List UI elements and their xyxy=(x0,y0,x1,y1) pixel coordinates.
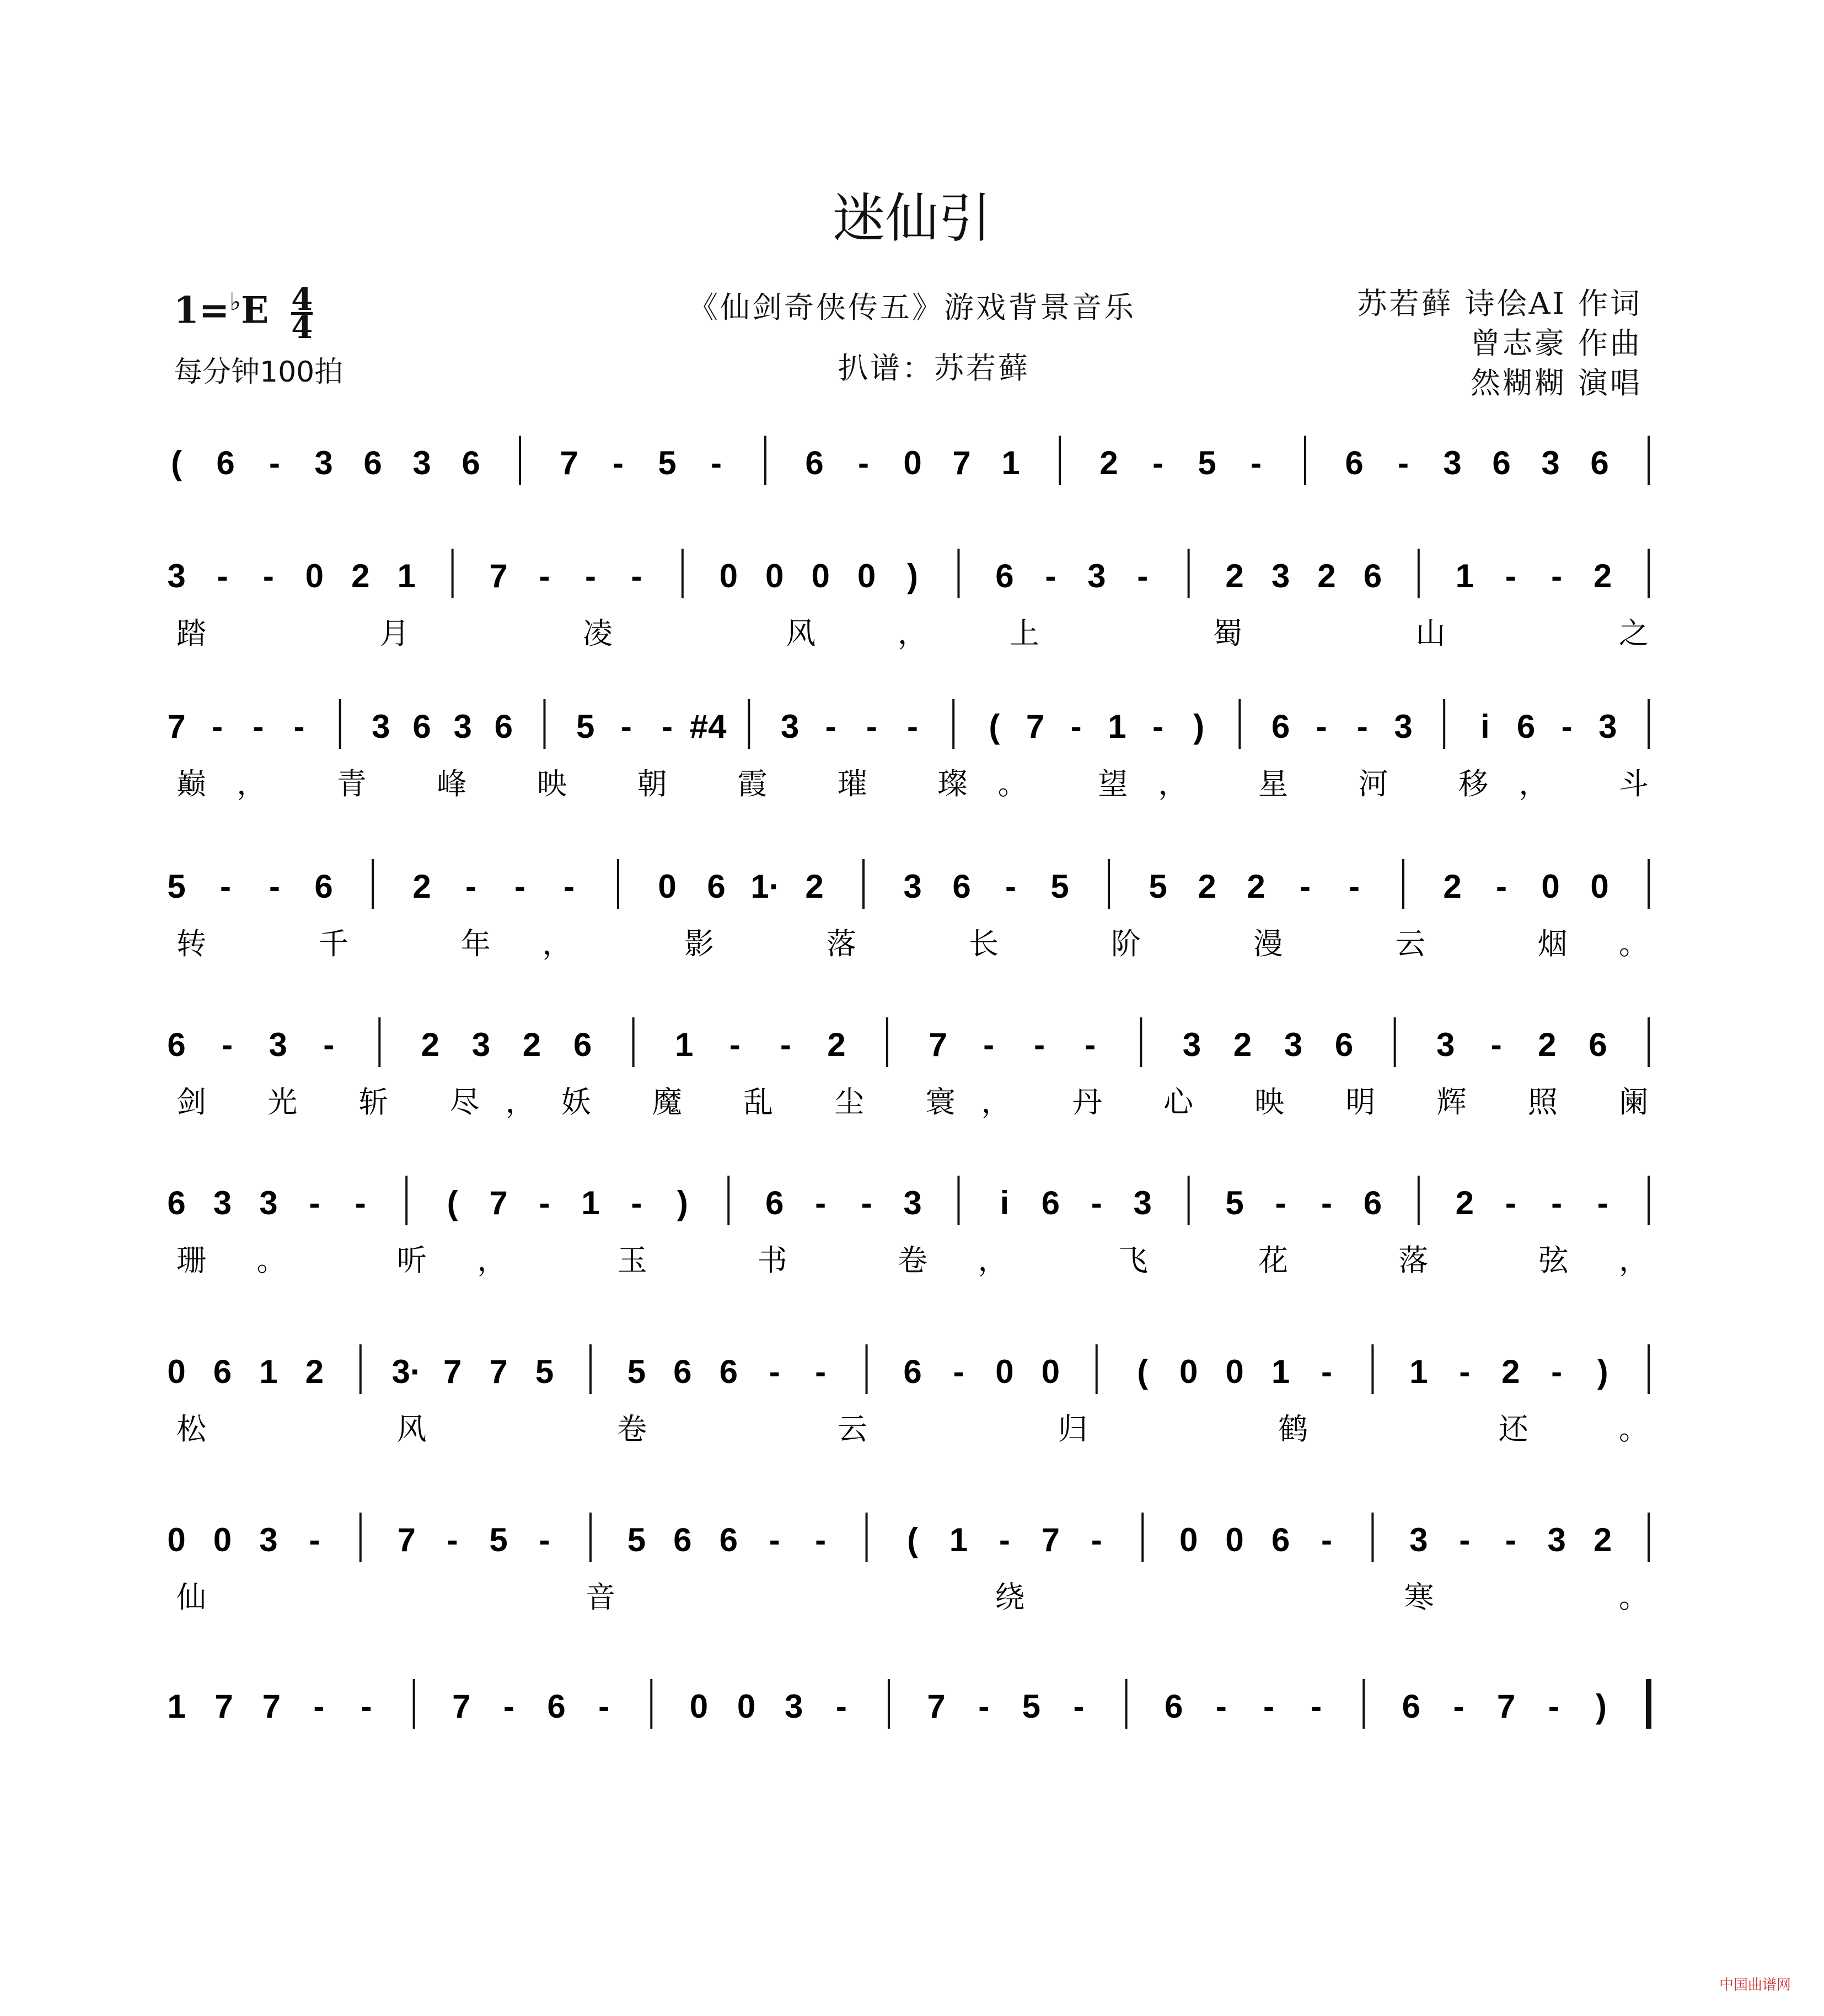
score-note: 2 xyxy=(1593,557,1612,594)
score-note: 0 xyxy=(1225,1353,1244,1390)
score-note: - xyxy=(269,444,280,481)
score-note: 1 xyxy=(167,1688,186,1725)
score-note: - xyxy=(1073,1688,1085,1725)
score-note: 2 xyxy=(305,1353,324,1390)
lyric-line: 剑 光 斩 尽，妖 魔 乱 尘 寰， 丹 心 映 明 辉 照 阑 xyxy=(176,1085,1649,1119)
score-note: - xyxy=(1152,708,1163,745)
score-note: - xyxy=(1459,1521,1471,1558)
score-note: - xyxy=(313,1688,325,1725)
score-note: 3 xyxy=(372,708,390,745)
score-note: 3 xyxy=(1284,1026,1303,1063)
score-note: - xyxy=(1490,1026,1502,1063)
score-note: - xyxy=(1505,557,1516,594)
score-note: - xyxy=(503,1688,514,1725)
score-note: - xyxy=(1311,1688,1322,1725)
score-note: - xyxy=(1137,557,1149,594)
score-note: 7 xyxy=(1026,708,1045,745)
score-note: 3 xyxy=(453,708,472,745)
score-note: 2 xyxy=(1198,868,1216,905)
score-note: - xyxy=(1045,557,1056,594)
score-note: 3 xyxy=(1409,1521,1428,1558)
score-note: 0 xyxy=(1179,1353,1198,1390)
score-note: 0 xyxy=(167,1353,186,1390)
score-note: - xyxy=(631,1184,642,1221)
score-note: - xyxy=(1551,1353,1563,1390)
score-note: 1 xyxy=(1108,708,1126,745)
score-note: - xyxy=(212,708,223,745)
score-note: - xyxy=(1349,868,1360,905)
score-note: - xyxy=(1459,1353,1471,1390)
score-note: - xyxy=(1597,1184,1608,1221)
score-note: 2 xyxy=(805,868,824,905)
key-tonic: E xyxy=(241,288,269,332)
score-note: 3 xyxy=(1443,444,1462,481)
subtitle: 《仙剑奇侠传五》游戏背景音乐 xyxy=(688,290,1136,325)
score-note: - xyxy=(866,708,877,745)
score-note: - xyxy=(539,1521,550,1558)
score-note: 5 xyxy=(1149,868,1167,905)
score-note: 1 xyxy=(581,1184,600,1221)
score-note: 6 xyxy=(1041,1184,1060,1221)
score-note: 0 xyxy=(719,557,738,594)
transcriber: 扒谱：苏若藓 xyxy=(838,351,1030,385)
score-note: - xyxy=(815,1521,827,1558)
score-note: - xyxy=(309,1521,320,1558)
score-note: 2 xyxy=(1443,868,1462,905)
score-note: 2 xyxy=(1593,1521,1612,1558)
score-note: 0 xyxy=(737,1688,756,1725)
score-note: 7 xyxy=(927,1688,946,1725)
score-note: - xyxy=(323,1026,335,1063)
score-note: 6 xyxy=(707,868,726,905)
score-note: 0 xyxy=(1541,868,1560,905)
score-note: ( xyxy=(907,1521,918,1558)
score-note: - xyxy=(465,868,476,905)
score-note: - xyxy=(1215,1688,1227,1725)
score-note: ) xyxy=(907,557,918,594)
score-note: 1· xyxy=(750,868,780,905)
score-note: - xyxy=(729,1026,741,1063)
score-note: - xyxy=(1548,1688,1559,1725)
score-note: - xyxy=(539,557,550,594)
score-note: 3 xyxy=(471,1026,491,1063)
score-note: 5 xyxy=(627,1521,646,1558)
score-note: 7 xyxy=(1496,1688,1516,1725)
score-note: 3 xyxy=(1182,1026,1201,1063)
score-note: - xyxy=(1300,868,1311,905)
score-note: 6 xyxy=(1363,557,1382,594)
score-note: 7 xyxy=(489,1184,508,1221)
score-note: - xyxy=(825,708,836,745)
credit-singer: 然糊糊 演唱 xyxy=(1470,366,1642,400)
score-note: 2 xyxy=(1455,1184,1474,1221)
score-note: 7 xyxy=(489,557,508,594)
score-note: 0 xyxy=(167,1521,186,1558)
score-note: 0 xyxy=(1590,868,1609,905)
score-note: - xyxy=(447,1521,458,1558)
score-note: - xyxy=(1005,868,1016,905)
score-note: - xyxy=(1453,1688,1464,1725)
score-note: 6 xyxy=(213,1353,232,1390)
score-note: 3 xyxy=(903,1184,922,1221)
score-note: - xyxy=(514,868,525,905)
score-note: 2 xyxy=(351,557,370,594)
score-note: - xyxy=(815,1184,827,1221)
score-note: - xyxy=(907,708,918,745)
score-note: 7 xyxy=(452,1688,471,1725)
lyric-line: 松 风 卷 云 归 鹤 还。 xyxy=(176,1412,1649,1446)
score-note: 3 xyxy=(1547,1521,1566,1558)
score-note: - xyxy=(1251,444,1262,481)
score-note: 6 xyxy=(719,1521,738,1558)
score-note: - xyxy=(220,868,231,905)
score-note: 6 xyxy=(903,1353,922,1390)
score-note: - xyxy=(222,1026,233,1063)
score-note: 6 xyxy=(1345,444,1364,481)
score-note: 0 xyxy=(689,1688,709,1725)
score-note: #4 xyxy=(689,708,727,745)
score-note: - xyxy=(1321,1184,1332,1221)
score-note: 1 xyxy=(675,1026,694,1063)
score-note: 6 xyxy=(412,708,431,745)
lyric-line: 仙 音 绕 寒。 xyxy=(176,1580,1649,1615)
score-note: 7 xyxy=(262,1688,281,1725)
score-note: 3 xyxy=(1394,708,1413,745)
score-note: 2 xyxy=(1317,557,1336,594)
score-note: - xyxy=(253,708,264,745)
score-note: ) xyxy=(1597,1353,1608,1390)
score-note: 7 xyxy=(560,444,578,481)
score-note: 3 xyxy=(1598,708,1617,745)
score-note: 1 xyxy=(1001,444,1020,481)
score-note: 3 xyxy=(1087,557,1106,594)
score-note: 3 xyxy=(903,868,922,905)
score-note: 3 xyxy=(259,1521,278,1558)
score-note: - xyxy=(711,444,722,481)
score-note: - xyxy=(983,1026,995,1063)
score-note: 3 xyxy=(259,1184,278,1221)
score-note: ) xyxy=(1595,1688,1607,1725)
score-note: 3 xyxy=(1133,1184,1152,1221)
score-note: 1 xyxy=(1271,1353,1290,1390)
score-note: 6 xyxy=(1589,1026,1607,1063)
score-note: 6 xyxy=(462,444,480,481)
score-note: 3 xyxy=(167,557,186,594)
score-note: - xyxy=(780,1026,791,1063)
score-note: 6 xyxy=(719,1353,738,1390)
score-note: 6 xyxy=(216,444,235,481)
score-note: 2 xyxy=(1247,868,1265,905)
score-note: - xyxy=(769,1353,780,1390)
score-note: - xyxy=(564,868,575,905)
score-note: 6 xyxy=(314,868,333,905)
score-note: - xyxy=(1505,1184,1516,1221)
score-note: - xyxy=(361,1688,372,1725)
score-note: 1 xyxy=(1455,557,1474,594)
score-note: - xyxy=(1496,868,1507,905)
score-note: 7 xyxy=(489,1353,508,1390)
score-note: 2 xyxy=(1538,1026,1557,1063)
score-note: - xyxy=(1085,1026,1096,1063)
score-note: 2 xyxy=(1225,557,1244,594)
score-note: - xyxy=(613,444,624,481)
score-note: ( xyxy=(447,1184,458,1221)
score-note: - xyxy=(584,557,596,594)
score-note: - xyxy=(620,708,632,745)
time-top: 4 xyxy=(291,281,313,318)
score-note: - xyxy=(1152,444,1163,481)
lyric-line: 巅， 青 峰 映 朝 霞 璀 璨。 望， 星 河 移， 斗 xyxy=(176,766,1649,801)
score-note: 2 xyxy=(1233,1026,1252,1063)
score-note: 5 xyxy=(1198,444,1216,481)
score-note: 3 xyxy=(269,1026,287,1063)
score-note: - xyxy=(1321,1353,1332,1390)
score-note: 6 xyxy=(995,557,1014,594)
score-note: 5 xyxy=(489,1521,508,1558)
credit-lyricist: 苏若藓 诗侩AI 作词 xyxy=(1357,286,1642,321)
score-note: 6 xyxy=(673,1521,692,1558)
score-note: 3 xyxy=(780,708,800,745)
score-note: 6 xyxy=(1402,1688,1421,1725)
score-note: 5 xyxy=(1022,1688,1041,1725)
score-note: - xyxy=(815,1353,827,1390)
score-note: - xyxy=(1091,1184,1102,1221)
score-note: - xyxy=(217,557,228,594)
score-note: 5 xyxy=(535,1353,554,1390)
score-note: ( xyxy=(989,708,1000,745)
score-note: 0 xyxy=(995,1353,1014,1390)
score-note: 6 xyxy=(1590,444,1609,481)
score-note: - xyxy=(1505,1521,1516,1558)
score-note: - xyxy=(1551,557,1563,594)
score-note: 6 xyxy=(805,444,824,481)
score-note: 5 xyxy=(1225,1184,1244,1221)
score-note: - xyxy=(269,868,280,905)
score-note: 2 xyxy=(1099,444,1118,481)
score-note: - xyxy=(858,444,869,481)
score-note: - xyxy=(631,557,642,594)
score-note: - xyxy=(1561,708,1573,745)
score-note: 3 xyxy=(1436,1026,1455,1063)
score-note: 2 xyxy=(827,1026,846,1063)
score-note: 6 xyxy=(673,1353,692,1390)
score-note: 2 xyxy=(412,868,431,905)
score-note: 1 xyxy=(1409,1353,1428,1390)
score-note: ( xyxy=(171,444,182,481)
score-note: ) xyxy=(677,1184,688,1221)
score-note: - xyxy=(662,708,673,745)
score-note: - xyxy=(262,557,274,594)
score-note: 0 xyxy=(305,557,324,594)
score-note: - xyxy=(953,1353,964,1390)
score-note: 2 xyxy=(522,1026,541,1063)
score-note: 3 xyxy=(314,444,333,481)
score-note: 6 xyxy=(494,708,513,745)
score-note: - xyxy=(1316,708,1327,745)
score-note: - xyxy=(1275,1184,1286,1221)
score-note: - xyxy=(769,1521,780,1558)
lyric-line: 转 千 年， 影 落 长 阶 漫 云 烟。 xyxy=(176,926,1649,961)
score-note: - xyxy=(1551,1184,1563,1221)
score-note: 5 xyxy=(1050,868,1069,905)
score-note: 0 xyxy=(1225,1521,1244,1558)
score-note: 0 xyxy=(765,557,784,594)
score-note: 6 xyxy=(952,868,971,905)
tempo-marking: 每分钟100拍 xyxy=(174,356,344,389)
score-note: ) xyxy=(1193,708,1205,745)
score-note: 6 xyxy=(1165,1688,1183,1725)
score-note: 3· xyxy=(391,1353,421,1390)
score-note: 5 xyxy=(658,444,677,481)
score-note: i xyxy=(1480,708,1490,745)
score-note: 6 xyxy=(1516,708,1536,745)
score-note: - xyxy=(1321,1521,1332,1558)
score-note: - xyxy=(293,708,305,745)
flat-sign: ♭ xyxy=(229,288,241,317)
score-note: 6 xyxy=(573,1026,592,1063)
score-note: 7 xyxy=(929,1026,947,1063)
score-note: i xyxy=(1000,1184,1010,1221)
score-note: - xyxy=(1034,1026,1045,1063)
score-note: 2 xyxy=(1501,1353,1520,1390)
score-note: - xyxy=(355,1184,366,1221)
score-note: 5 xyxy=(576,708,595,745)
score-note: - xyxy=(978,1688,990,1725)
score-note: 6 xyxy=(547,1688,566,1725)
score-note: - xyxy=(309,1184,320,1221)
score-note: 3 xyxy=(784,1688,803,1725)
score-note: 1 xyxy=(259,1353,278,1390)
score-note: 0 xyxy=(857,557,876,594)
score-note: 3 xyxy=(1541,444,1560,481)
score-note: 6 xyxy=(1334,1026,1354,1063)
score-note: 6 xyxy=(1271,1521,1290,1558)
score-note: 5 xyxy=(627,1353,646,1390)
score-note: 0 xyxy=(658,868,677,905)
score-note: 7 xyxy=(952,444,971,481)
score-note: - xyxy=(539,1184,550,1221)
score-note: 3 xyxy=(213,1184,232,1221)
score-note: - xyxy=(1091,1521,1102,1558)
watermark: 中国曲谱网 xyxy=(1719,1977,1791,1993)
score-note: - xyxy=(861,1184,872,1221)
score-note: 2 xyxy=(421,1026,440,1063)
score-note: - xyxy=(835,1688,847,1725)
score-note: 3 xyxy=(412,444,431,481)
score-note: - xyxy=(999,1521,1010,1558)
score-note: 0 xyxy=(903,444,922,481)
score-note: - xyxy=(1356,708,1368,745)
time-bottom: 4 xyxy=(291,309,313,346)
score-note: 6 xyxy=(1363,1184,1382,1221)
score-note: 6 xyxy=(167,1026,186,1063)
lyric-line: 珊。 听， 玉 书 卷， 飞 花 落 弦， xyxy=(176,1243,1649,1278)
score-note: 0 xyxy=(811,557,830,594)
score-note: 7 xyxy=(397,1521,416,1558)
score-note: 3 xyxy=(1271,557,1290,594)
score-note: 7 xyxy=(443,1353,462,1390)
score-note: 7 xyxy=(214,1688,233,1725)
key-label: 1= xyxy=(174,288,230,332)
score-note: - xyxy=(598,1688,610,1725)
score-note: - xyxy=(1070,708,1082,745)
score-note: - xyxy=(1263,1688,1274,1725)
score-note: 6 xyxy=(167,1184,186,1221)
score-note: 7 xyxy=(167,708,186,745)
score-note: 0 xyxy=(1179,1521,1198,1558)
score-note: 1 xyxy=(397,557,416,594)
lyric-line: 踏 月 凌 风，上 蜀 山 之 xyxy=(176,616,1649,651)
credit-composer: 曾志豪 作曲 xyxy=(1470,326,1642,361)
score-note: 6 xyxy=(1492,444,1511,481)
score-note: - xyxy=(1398,444,1409,481)
score-note: 7 xyxy=(1041,1521,1060,1558)
score-note: 6 xyxy=(765,1184,784,1221)
score-note: 6 xyxy=(363,444,382,481)
score-note: ( xyxy=(1137,1353,1149,1390)
score-note: 1 xyxy=(949,1521,968,1558)
score-note: 6 xyxy=(1271,708,1290,745)
score-note: 0 xyxy=(1041,1353,1060,1390)
score-note: 5 xyxy=(167,868,186,905)
song-title: 迷仙引 xyxy=(833,187,991,249)
score-note: 0 xyxy=(213,1521,232,1558)
